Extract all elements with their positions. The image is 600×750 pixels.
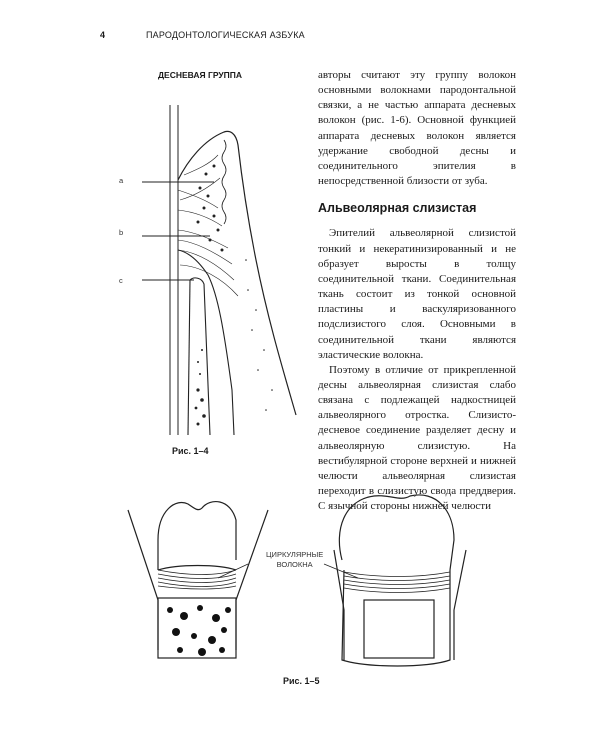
gingival-fiber-group-illustration xyxy=(118,100,308,435)
section-heading: Альвеолярная слизистая xyxy=(318,201,477,216)
figure-1-4-caption: Рис. 1–4 xyxy=(172,446,209,456)
paragraph: Эпителий альвеолярной слизистой тонкий и некератинизированный и не образует выросты в толщу соединительной ткани. Соединительная ткань состоит из тонкой основной пластины и васкуляризованного подслизистого слоя. Основными в соединительной ткани являются эластические волокна. xyxy=(318,227,516,361)
figure-label-b: b xyxy=(119,228,124,237)
circular-fibers-illustration xyxy=(118,490,498,670)
figure-1-5-caption: Рис. 1–5 xyxy=(283,676,320,686)
paragraph: Поэтому в отличие от прикрепленной десны альвеолярная слизистая слабо связана с подлежащей надкостницей альвеолярного отростка. Слизисто-десневое соединение разделяет десну и альвеолярную слизистую. На вестибулярной стороне верхней и нижней челюсти альвеолярная слизистая переходит в слизистую свода преддверия. С язычной стороны нижней челюсти xyxy=(318,363,516,513)
running-head: ПАРОДОНТОЛОГИЧЕСКАЯ АЗБУКА xyxy=(146,30,305,40)
label-line: ЦИРКУЛЯРНЫЕ xyxy=(266,550,324,559)
page-number: 4 xyxy=(100,30,106,40)
paragraph: авторы считают эту группу волокон основными волокнами пародонтальной связки, а не частью аппарата десневых волокон (рис. 1-6). Основной функцией аппарата десневых волокон является удержание свободной десны и соединительного эпителия в непосредственной близости от зуба. xyxy=(318,69,516,188)
figure-label-a: a xyxy=(119,176,124,185)
circular-fibers-label xyxy=(266,550,323,570)
figure-label-c: c xyxy=(119,276,123,285)
figure-1-4-title: ДЕСНЕВАЯ ГРУППА xyxy=(158,70,243,80)
label-line: ВОЛОКНА xyxy=(276,560,313,569)
body-text-column xyxy=(318,68,516,514)
